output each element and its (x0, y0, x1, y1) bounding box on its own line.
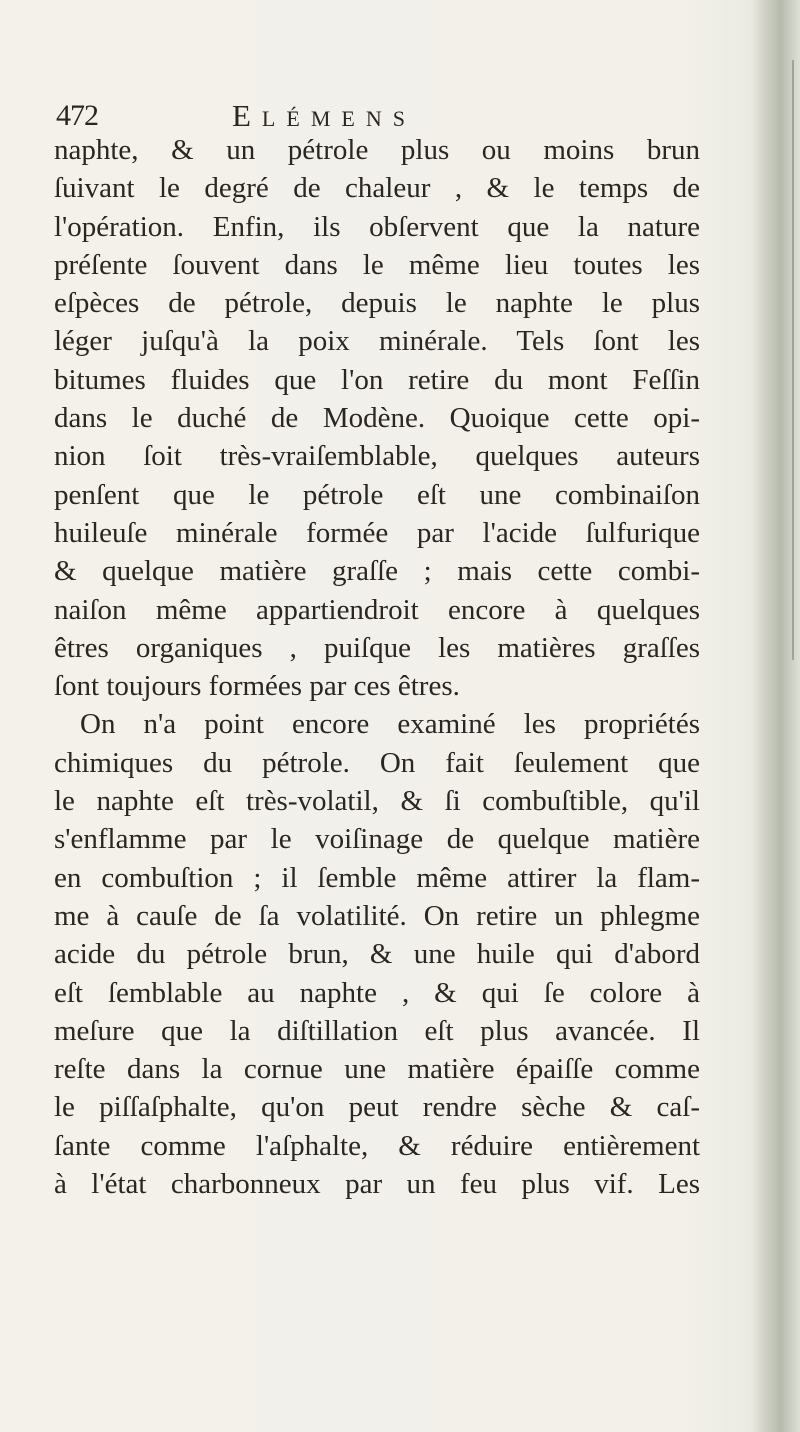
text-line: le naphte eſt très-volatil, & ſi combuſtible, qu'il (54, 785, 700, 818)
text-line: nion ſoit très-vraiſemblable, quelques auteurs (54, 440, 700, 473)
text-line: huileuſe minérale formée par l'acide ſulfurique (54, 516, 700, 549)
text-line: me à cauſe de ſa volatilité. On retire un phlegme (54, 899, 700, 932)
text-line: penſent que le pétrole eſt une combinaiſon (54, 478, 700, 511)
text-line: bitumes fluides que l'on retire du mont Feſſin (54, 363, 700, 396)
text-line: ſont toujours formées par ces êtres. (54, 670, 460, 703)
body-text (54, 131, 700, 1203)
text-line: reſte dans la cornue une matière épaiſſe comme (54, 1053, 700, 1086)
text-line: & quelque matière graſſe ; mais cette combi- (54, 555, 700, 588)
page-edge-line (792, 60, 794, 660)
text-line: l'opération. Enfin, ils obſervent que la nature (54, 210, 700, 243)
text-line: le piſſaſphalte, qu'on peut rendre sèche & caſ- (54, 1091, 700, 1124)
text-line: s'enflamme par le voiſinage de quelque matière (54, 823, 700, 856)
text-line: êtres organiques , puiſque les matières graſſes (54, 631, 700, 664)
page-number: 472 (56, 99, 98, 132)
running-head: Elémens (232, 98, 416, 133)
text-line: eſt ſemblable au naphte , & qui ſe colore à (54, 976, 700, 1009)
text-line: On n'a point encore examiné les propriétés (80, 708, 700, 741)
text-line: eſpèces de pétrole, depuis le naphte le plus (54, 287, 700, 320)
text-line: léger juſqu'à la poix minérale. Tels ſont les (54, 325, 700, 358)
text-line: dans le duché de Modène. Quoique cette opi- (54, 402, 700, 435)
text-line: naphte, & un pétrole plus ou moins brun (54, 134, 700, 166)
text-line: ſuivant le degré de chaleur , & le temps de (54, 172, 700, 205)
text-line: naiſon même appartiendroit encore à quelques (54, 593, 700, 626)
text-line: ſante comme l'aſphalte, & réduire entièrement (54, 1129, 700, 1162)
text-line: acide du pétrole brun, & une huile qui d'abord (54, 938, 700, 971)
text-line: chimiques du pétrole. On fait ſeulement que (54, 746, 700, 779)
text-line: préſente ſouvent dans le même lieu toutes les (54, 248, 700, 281)
text-line: en combuſtion ; il ſemble même attirer la flam- (54, 861, 700, 894)
text-line: meſure que la diſtillation eſt plus avancée. Il (54, 1014, 700, 1047)
text-line: à l'état charbonneux par un feu plus vif. Les (54, 1168, 700, 1201)
